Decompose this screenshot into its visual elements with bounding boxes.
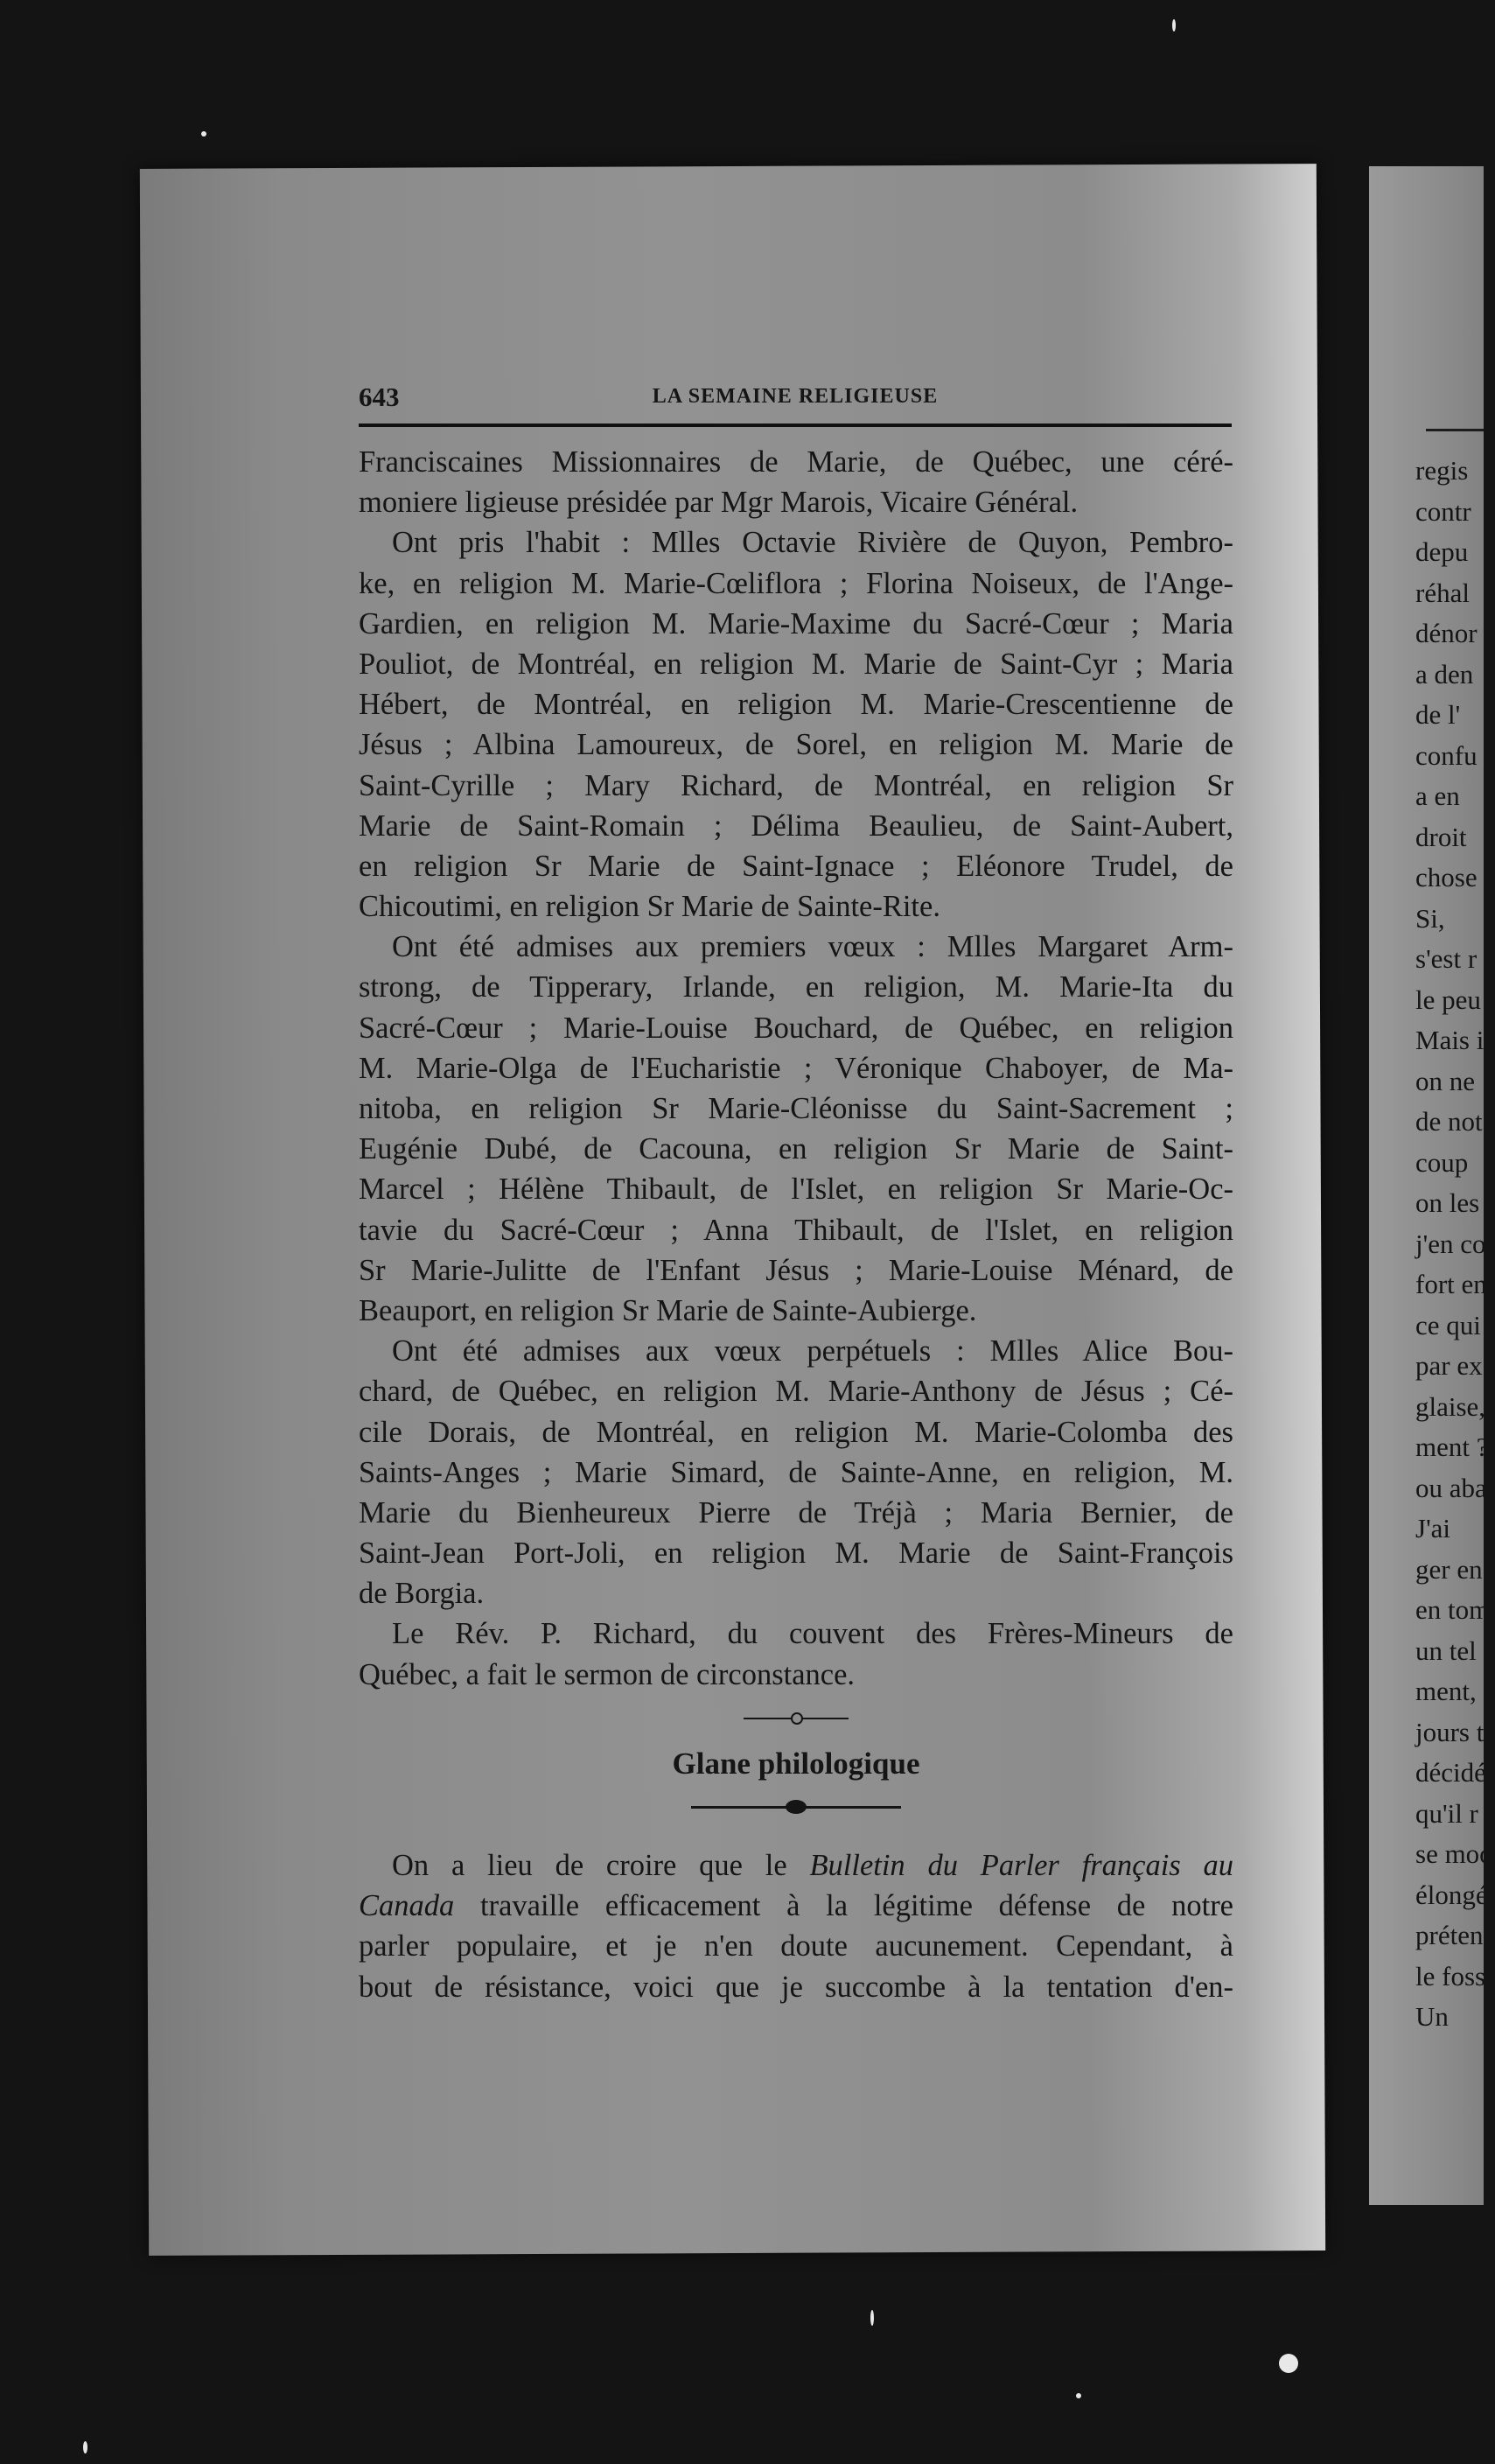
facing-page-fragment: en tom <box>1415 1594 1491 1625</box>
text-line: Pouliot, de Montréal, en religion M. Marie de Saint-Cyr ; Maria <box>359 647 1233 681</box>
section-title: Glane philologique <box>672 1746 920 1781</box>
facing-page-fragment: le peu <box>1415 984 1481 1015</box>
dust-speck <box>870 2310 874 2326</box>
facing-page-fragment: élongé <box>1415 1879 1488 1910</box>
italic-title: Bulletin du Parler français au <box>809 1849 1233 1882</box>
facing-page-fragment: réhal <box>1415 577 1470 608</box>
ornament-rule-icon <box>744 1709 849 1726</box>
text-line: Franciscaines Missionnaires de Marie, de Québec, une céré- <box>359 445 1233 479</box>
text-line: en religion Sr Marie de Saint-Ignace ; Eléonore Trudel, de <box>359 849 1233 883</box>
text-line: Beauport, en religion Sr Marie de Sainte-Aubierge. <box>359 1293 977 1327</box>
text-line: Saint-Jean Port-Joli, en religion M. Marie de Saint-François <box>359 1536 1233 1571</box>
facing-page-fragment: ment, <box>1415 1676 1477 1706</box>
facing-page-fragment: regis <box>1415 455 1469 486</box>
facing-page-fragment: se moo <box>1415 1838 1493 1869</box>
text-line: Ont été admises aux premiers vœux : Mlles Margaret Arm- <box>392 930 1233 964</box>
text-line: Marie de Saint-Romain ; Délima Beaulieu, de Saint-Aubert, <box>359 808 1233 843</box>
facing-page-fragment: droit <box>1415 821 1467 852</box>
spacer <box>359 1828 1233 1845</box>
facing-page-fragment: prétenc <box>1415 1920 1495 1950</box>
fleuron-ornament-icon <box>359 1793 1233 1828</box>
facing-page-fragment: Un <box>1415 2001 1449 2032</box>
dust-speck <box>1279 2354 1298 2373</box>
facing-page-fragment: ment ? <box>1415 1432 1489 1462</box>
text-line: Hébert, de Montréal, en religion M. Marie-Crescentienne de <box>359 688 1233 722</box>
text-line: Saints-Anges ; Marie Simard, de Sainte-Anne, en religion, M. <box>359 1455 1233 1489</box>
text-line: chard, de Québec, en religion M. Marie-Anthony de Jésus ; Cé- <box>359 1375 1233 1409</box>
text-line: Gardien, en religion M. Marie-Maxime du Sacré-Cœur ; Maria <box>359 606 1233 640</box>
text-line: parler populaire, et je n'en doute aucunement. Cependant, à <box>359 1929 1233 1964</box>
text-line: M. Marie-Olga de l'Eucharistie ; Véronique Chaboyer, de Ma- <box>359 1051 1233 1085</box>
facing-page-fragment: chose <box>1415 862 1478 892</box>
facing-page-fragment: de not <box>1415 1106 1483 1137</box>
facing-page-fragment: qu'il r <box>1415 1797 1478 1829</box>
text-line: Marcel ; Hélène Thibault, de l'Islet, en religion Sr Marie-Oc- <box>359 1172 1233 1207</box>
text-line: Eugénie Dubé, de Cacouna, en religion Sr Marie de Saint- <box>359 1132 1233 1166</box>
facing-page-fragment: depu <box>1415 536 1469 567</box>
facing-page-fragment: ger en <box>1415 1553 1483 1585</box>
facing-page-fragment: j'en co <box>1415 1228 1486 1259</box>
facing-page-fragment: a en <box>1415 780 1460 811</box>
facing-page-fragment: fort en <box>1415 1269 1487 1299</box>
text-line: ke, en religion M. Marie-Cœliflora ; Florina Noiseux, de l'Ange- <box>359 566 1233 600</box>
page-body <box>359 442 1233 2007</box>
text-line: Le Rév. P. Richard, du couvent des Frères-Mineurs de <box>392 1617 1233 1651</box>
page-header <box>359 382 1232 415</box>
text-line: tavie du Sacré-Cœur ; Anna Thibault, de l'Islet, en religion <box>359 1213 1233 1247</box>
text-line: Jésus ; Albina Lamoureux, de Sorel, en religion M. Marie de <box>359 728 1233 762</box>
facing-page-fragment: on les <box>1415 1187 1480 1218</box>
text-line: bout de résistance, voici que je succombe à la tentation d'en- <box>359 1970 1233 2004</box>
text-line: Québec, a fait le sermon de circonstance. <box>359 1657 856 1691</box>
ornament-divider <box>359 1695 1233 1735</box>
running-head: LA SEMAINE RELIGIEUSE <box>652 385 939 408</box>
facing-page-fragment: J'ai <box>1415 1513 1451 1544</box>
dust-speck <box>1172 19 1176 32</box>
italic-title: Canada <box>359 1889 455 1923</box>
text-line: de Borgia. <box>359 1577 485 1611</box>
facing-page-fragment: jours t <box>1415 1716 1485 1747</box>
text-line: Ont pris l'habit : Mlles Octavie Rivière de Quyon, Pembro- <box>392 526 1233 560</box>
text-line: Sr Marie-Julitte de l'Enfant Jésus ; Marie-Louise Ménard, de <box>359 1253 1233 1287</box>
facing-page-fragment: Si, <box>1415 902 1445 934</box>
facing-page-fragment: décidé <box>1415 1757 1486 1788</box>
facing-page-fragment: a den <box>1415 658 1474 690</box>
facing-page-fragment: par ex <box>1415 1350 1483 1381</box>
dust-speck <box>83 2441 87 2454</box>
page-number: 643 <box>359 382 400 412</box>
facing-page-fragment: ou aba <box>1415 1472 1487 1503</box>
dust-speck <box>201 131 206 136</box>
text-span: travaille efficacement à la légitime défense de notre <box>454 1889 1233 1923</box>
text-line: moniere ligieuse présidée par Mgr Marois, Vicaire Général. <box>359 486 1079 520</box>
text-line: Marie du Bienheureux Pierre de Tréjà ; Maria Bernier, de <box>359 1495 1233 1530</box>
facing-page-rule <box>1426 429 1484 431</box>
facing-page-fragment: s'est r <box>1415 943 1478 974</box>
facing-page-fragment: Mais i <box>1415 1025 1485 1055</box>
facing-page-fragment: on ne <box>1415 1065 1476 1096</box>
header-rule <box>359 424 1232 427</box>
facing-page-fragment: de l' <box>1415 699 1461 730</box>
facing-page-fragment: glaise, <box>1415 1390 1486 1422</box>
text-line <box>359 1886 1233 1926</box>
text-line: Ont été admises aux vœux perpétuels : Mlles Alice Bou- <box>392 1334 1233 1368</box>
text-line: Sacré-Cœur ; Marie-Louise Bouchard, de Québec, en religion <box>359 1011 1233 1045</box>
facing-page-edge <box>1369 166 1495 2205</box>
facing-page-fragment: dénor <box>1415 618 1478 648</box>
text-line <box>359 1845 1233 1886</box>
text-line: strong, de Tipperary, Irlande, en religion, M. Marie-Ita du <box>359 970 1233 1004</box>
facing-page-fragment: un tel <box>1415 1634 1477 1666</box>
text-span: On a lieu de croire que le <box>392 1849 810 1882</box>
facing-page-fragment: le foss <box>1415 1960 1486 1992</box>
text-line: Saint-Cyrille ; Mary Richard, de Montréal, en religion Sr <box>359 768 1233 802</box>
text-line: Chicoutimi, en religion Sr Marie de Sainte-Rite. <box>359 890 940 924</box>
dust-speck <box>1076 2393 1081 2398</box>
facing-page-fragment: ce qui <box>1415 1309 1481 1340</box>
text-line: nitoba, en religion Sr Marie-Cléonisse du Saint-Sacrement ; <box>359 1092 1233 1125</box>
facing-page-fragment: coup <box>1415 1146 1469 1178</box>
text-line: cile Dorais, de Montréal, en religion M. Marie-Colomba des <box>359 1415 1233 1449</box>
facing-page-fragment: contr <box>1415 495 1471 527</box>
facing-page-fragments <box>1415 451 1495 2038</box>
facing-page-fragment: confu <box>1415 739 1478 771</box>
